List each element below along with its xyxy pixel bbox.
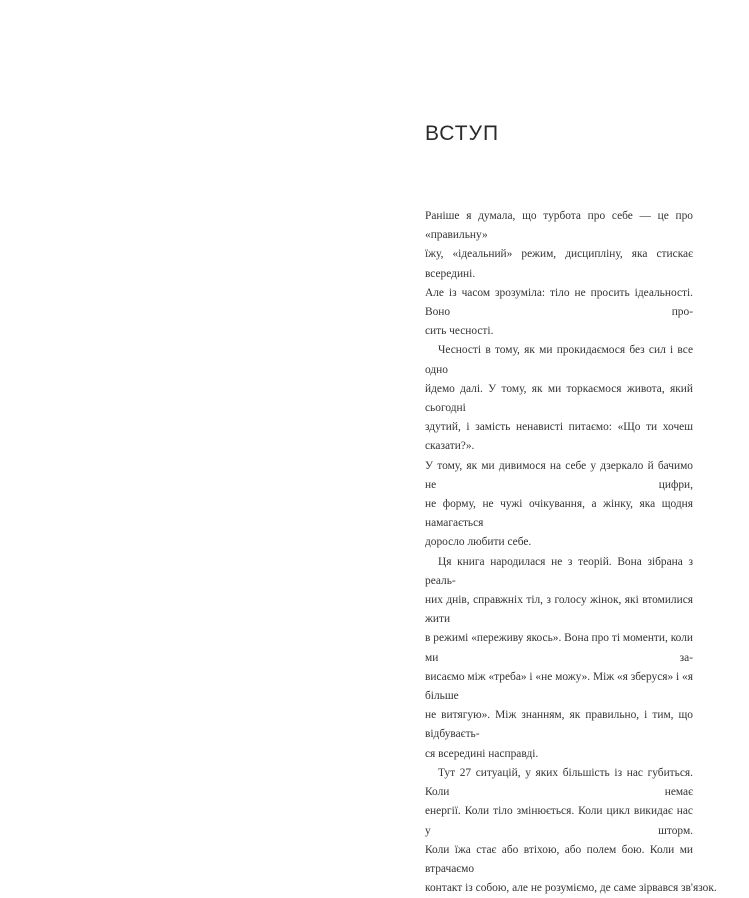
text-line: в режимі «переживу якось». Вона про ті моменти, коли ми за- <box>425 632 693 664</box>
text-line: Коли їжа стає або втіхою, або полем бою. Коли ми втрачаємо <box>425 843 693 875</box>
text-line: Але із часом зрозуміла: тіло не просить ідеальності. Воно про- <box>425 286 693 319</box>
paragraph-2 <box>425 341 693 552</box>
text-line: Тут 27 ситуацій, у яких більшість із нас губиться. Коли немає <box>425 766 693 799</box>
chapter-title: ВСТУП <box>425 122 500 145</box>
text-line: йдемо далі. У тому, як ми торкаємося живота, який сьогодні <box>425 382 693 415</box>
text-line: Чесності в тому, як ми прокидаємося без сил і все одно <box>425 344 693 376</box>
text-line: висаємо між «треба» і «не можу». Між «я зберуся» і «я більше <box>425 670 693 703</box>
body-text <box>425 207 717 898</box>
text-line: сить чесності. <box>425 325 494 338</box>
paragraph-1 <box>425 207 693 341</box>
text-line: енергії. Коли тіло змінюється. Коли цикл викидає нас у шторм. <box>425 805 693 837</box>
text-line: контакт із собою, але не розуміємо, де саме зірвався зв'язок. <box>425 882 717 895</box>
text-line: них днів, справжніх тіл, з голосу жінок, які втомилися жити <box>425 594 693 626</box>
paragraph-3 <box>425 553 693 764</box>
left-page <box>0 0 374 565</box>
text-line: їжу, «ідеальний» режим, дисципліну, яка стискає всередині. <box>425 248 693 280</box>
text-line: Раніше я думала, що турбота про себе — це про «правильну» <box>425 210 693 242</box>
paragraph-4 <box>425 764 717 898</box>
text-line: здутий, і замість ненависті питаємо: «Що ти хочеш сказати?». <box>425 421 693 453</box>
text-line: доросло любити себе. <box>425 536 532 549</box>
text-line: ся всередині насправді. <box>425 747 539 760</box>
text-line: не форму, не чужі очікування, а жінку, яка щодня намагається <box>425 498 693 530</box>
text-line: Ця книга народилася не з теорій. Вона зібрана з реаль- <box>425 555 693 587</box>
text-line: не витягую». Між знанням, як правильно, і тим, що відбуваєть- <box>425 709 693 741</box>
text-line: У тому, як ми дивимося на себе у дзеркало й бачимо не цифри, <box>425 459 693 491</box>
